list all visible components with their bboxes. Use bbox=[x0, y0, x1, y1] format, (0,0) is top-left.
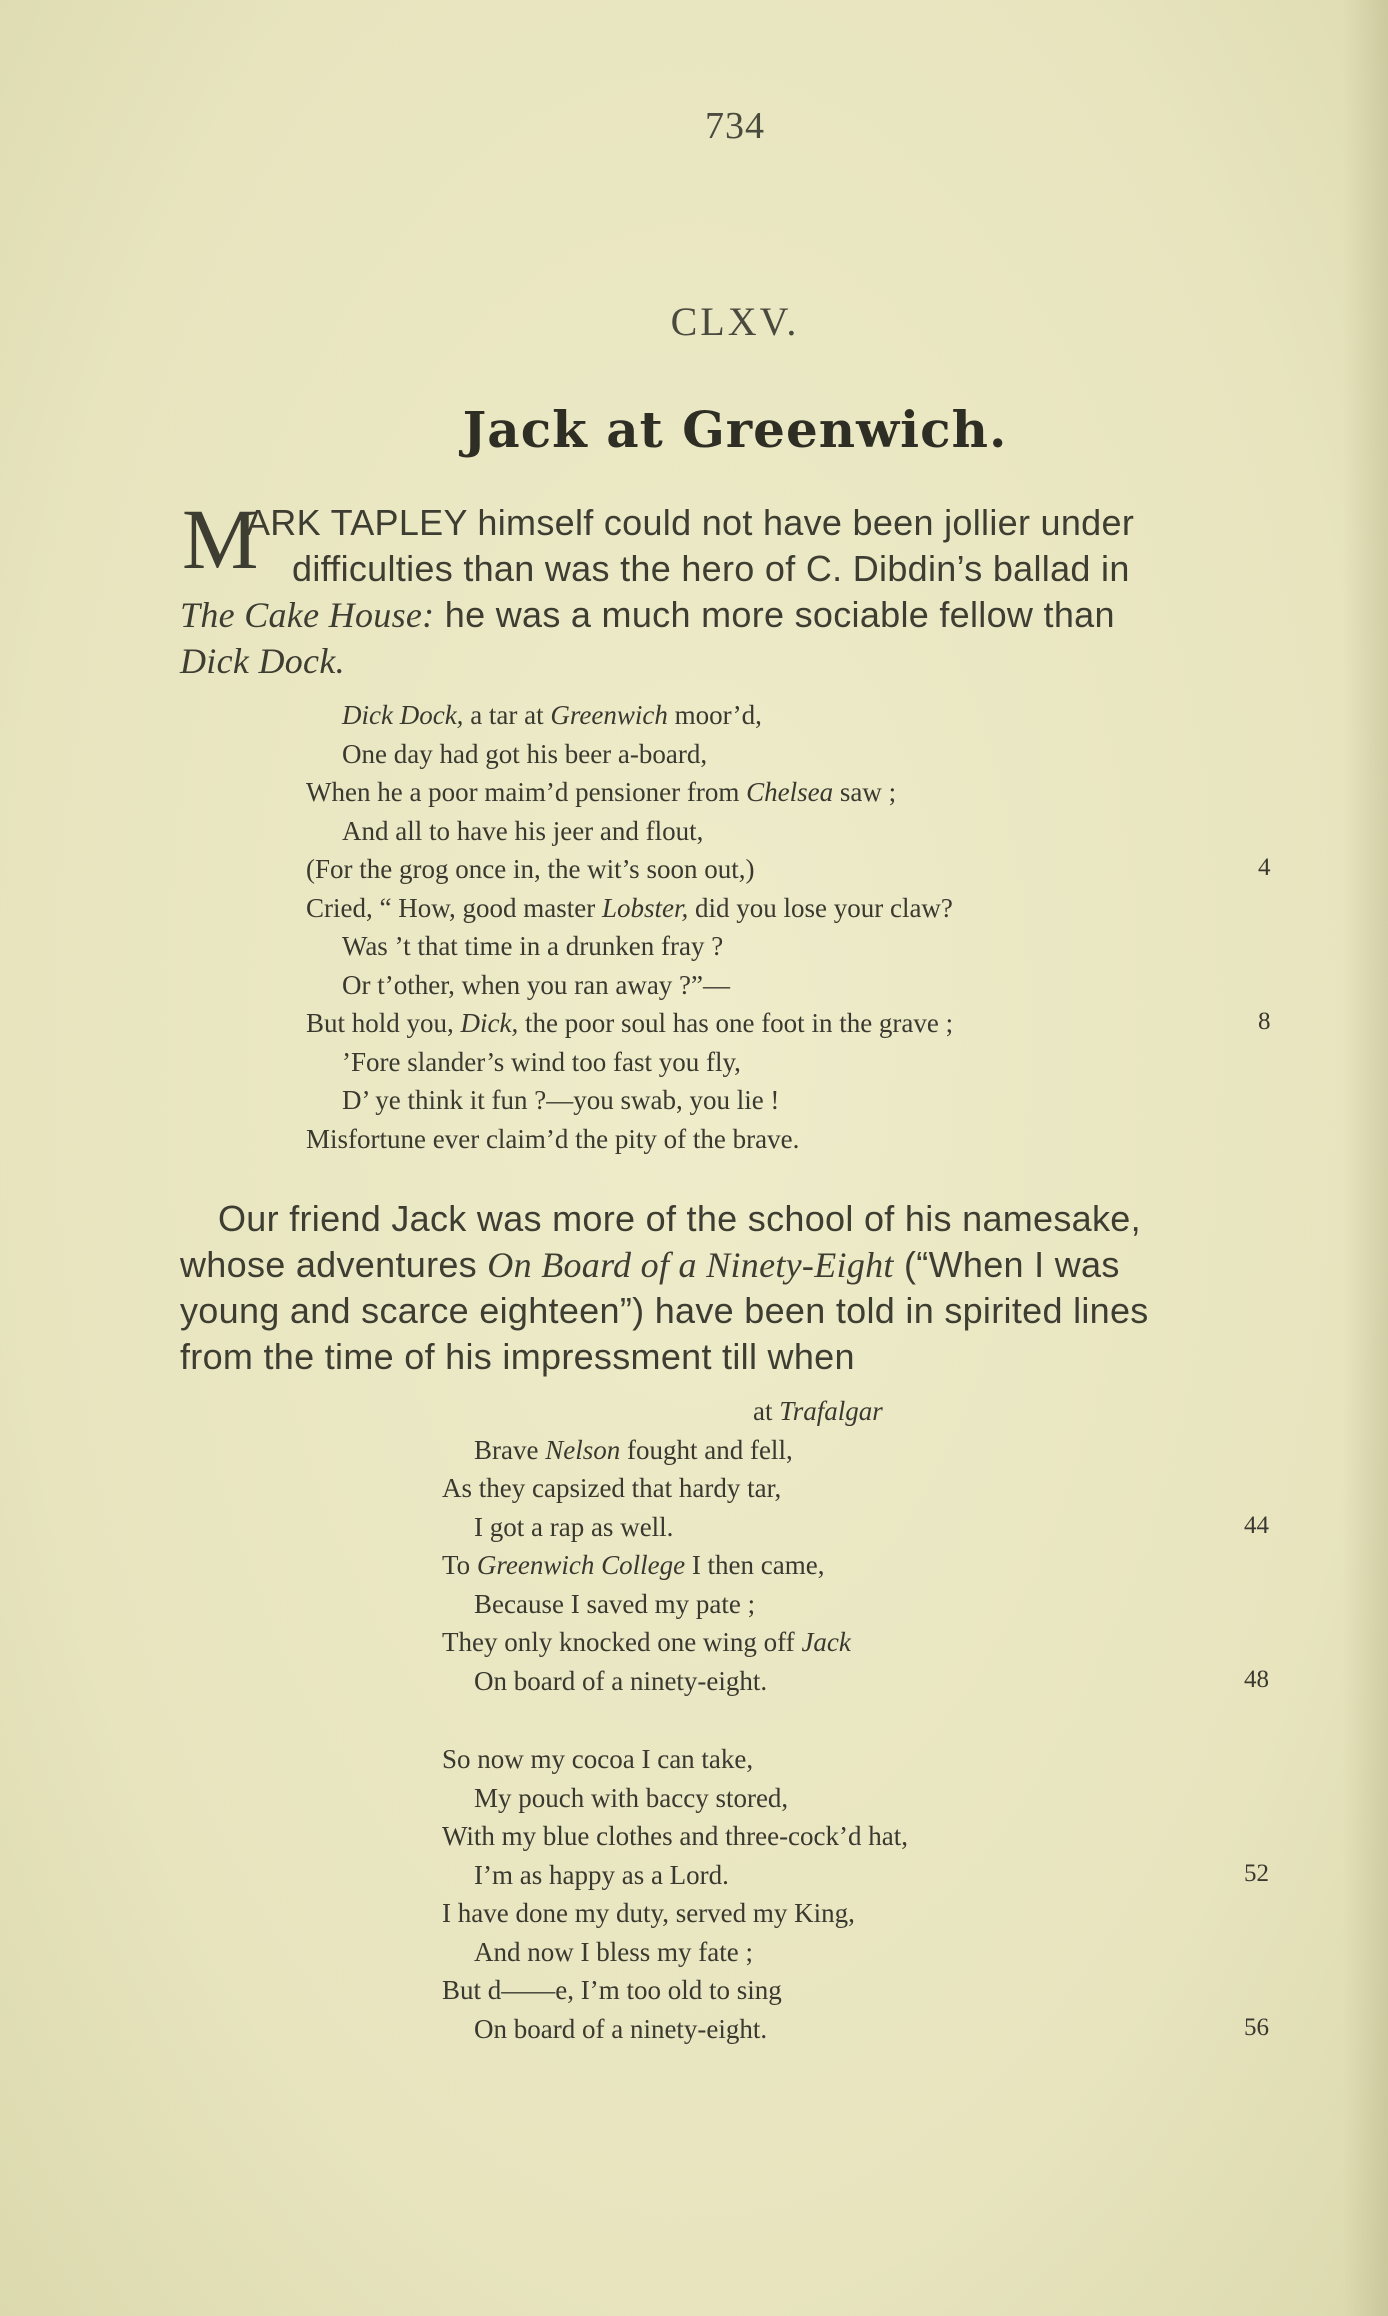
verse-segment: Nelson bbox=[545, 1434, 621, 1465]
verse-segment: ’Fore slander’s wind too fast you fly, bbox=[342, 1046, 741, 1077]
line-number: 48 bbox=[1244, 1665, 1269, 1693]
page-edge-shadow bbox=[1342, 0, 1388, 2316]
page-number: 734 bbox=[705, 105, 765, 147]
para2-line-1: Our friend Jack was more of the school of his namesake, bbox=[218, 1198, 1141, 1239]
verse-segment: the poor soul has one foot in the grave ; bbox=[518, 1008, 954, 1038]
verse-segment: Greenwich College bbox=[476, 1550, 686, 1580]
verse-segment: fought and fell, bbox=[620, 1434, 793, 1465]
verse-segment: Greenwich bbox=[550, 700, 668, 730]
book-title-cake-house: The Cake House: bbox=[180, 595, 435, 635]
para2-line-2-a: whose adventures bbox=[180, 1244, 488, 1285]
verse-line bbox=[306, 777, 896, 808]
verse-line bbox=[342, 816, 703, 847]
verse-line bbox=[442, 1744, 753, 1775]
verse-segment: But hold you, bbox=[306, 1008, 461, 1038]
verse-line bbox=[342, 970, 730, 1001]
intro-line-2: difficulties than was the hero of C. Dibdin’s ballad in bbox=[292, 548, 1130, 589]
verse-segment: On board of a ninety-eight. bbox=[474, 1665, 768, 1696]
verse-segment: I have done my duty, served my King, bbox=[442, 1898, 855, 1928]
line-number: 44 bbox=[1244, 1511, 1269, 1539]
verse-segment: When he a poor maim’d pensioner from bbox=[306, 777, 747, 807]
verse-line bbox=[474, 1783, 788, 1814]
verse-line bbox=[753, 1396, 883, 1427]
name-dick-dock: Dick Dock. bbox=[180, 641, 345, 681]
verse-line bbox=[342, 739, 707, 770]
para2-line-2-b: (“When I was bbox=[893, 1244, 1120, 1285]
verse-line bbox=[474, 1666, 767, 1697]
verse-segment: They only knocked one wing off bbox=[442, 1627, 802, 1657]
verse-line bbox=[442, 1627, 851, 1658]
verse-line bbox=[442, 1473, 781, 1504]
verse-segment: Was ’t that time in a drunken fray ? bbox=[342, 931, 724, 961]
verse-line bbox=[474, 1860, 729, 1891]
para2-line-2 bbox=[180, 1244, 1120, 1286]
verse-segment: My pouch with baccy stored, bbox=[474, 1782, 789, 1813]
verse-segment: I then came, bbox=[685, 1550, 825, 1580]
verse-line bbox=[474, 2014, 767, 2045]
verse-line bbox=[442, 1821, 908, 1852]
verse-segment: Or t’other, when you ran away ?”— bbox=[342, 969, 731, 1000]
verse-segment: a tar at bbox=[463, 700, 551, 730]
verse-segment: D’ ye think it fun ?—you swab, you lie ! bbox=[342, 1085, 780, 1115]
verse-segment: Because I saved my pate ; bbox=[474, 1588, 756, 1619]
verse-segment: Trafalgar bbox=[779, 1396, 883, 1426]
verse-line bbox=[342, 1047, 741, 1078]
verse-line bbox=[342, 700, 762, 731]
verse-segment: at bbox=[753, 1396, 780, 1426]
intro-line-3-text: he was a much more sociable fellow than bbox=[434, 594, 1115, 635]
verse-segment: With my blue clothes and three-cock’d hat, bbox=[442, 1821, 909, 1851]
verse-segment: Dick Dock, bbox=[342, 700, 464, 730]
intro-line-3 bbox=[180, 594, 1115, 636]
verse-segment: I’m as happy as a Lord. bbox=[474, 1859, 729, 1890]
verse-segment: moor’d, bbox=[667, 700, 762, 730]
verse-line bbox=[474, 1512, 673, 1543]
verse-segment: And all to have his jeer and flout, bbox=[342, 815, 704, 846]
para2-line-3: young and scarce eighteen”) have been told in spirited lines bbox=[180, 1290, 1149, 1331]
line-number: 52 bbox=[1244, 1859, 1269, 1887]
verse-segment: As they capsized that hardy tar, bbox=[442, 1473, 782, 1503]
verse-line bbox=[306, 893, 953, 924]
line-number: 56 bbox=[1244, 2013, 1269, 2041]
verse-line bbox=[474, 1589, 755, 1620]
verse-line bbox=[474, 1435, 793, 1466]
verse-line bbox=[306, 854, 754, 885]
verse-segment: Brave bbox=[474, 1434, 546, 1465]
verse-segment: And now I bless my fate ; bbox=[474, 1936, 753, 1967]
verse-segment: One day had got his beer a-board, bbox=[342, 738, 708, 769]
verse-line bbox=[342, 1085, 779, 1116]
verse-segment: On board of a ninety-eight. bbox=[474, 2013, 768, 2044]
verse-segment: Lobster, bbox=[601, 892, 689, 923]
verse-segment: Jack bbox=[801, 1627, 851, 1657]
verse-segment: Chelsea bbox=[746, 777, 834, 807]
verse-line bbox=[306, 1008, 953, 1039]
line-number: 8 bbox=[1258, 1008, 1271, 1035]
verse-line bbox=[474, 1937, 753, 1968]
verse-segment: Cried, “ How, good master bbox=[306, 892, 602, 923]
drop-cap: M bbox=[182, 491, 259, 587]
verse-segment: To bbox=[442, 1550, 477, 1580]
verse-segment: did you lose your claw? bbox=[688, 892, 953, 923]
verse-segment: So now my cocoa I can take, bbox=[442, 1744, 754, 1774]
verse-line bbox=[442, 1898, 855, 1929]
verse-segment: (For the grog once in, the wit’s soon out,) bbox=[306, 854, 755, 884]
ballad-title: On Board of a Ninety-Eight bbox=[487, 1245, 894, 1285]
verse-segment: saw ; bbox=[833, 777, 897, 807]
verse-line bbox=[442, 1550, 825, 1581]
chapter-number: CLXV. bbox=[670, 299, 800, 344]
intro-line-1: ARK TAPLEY himself could not have been jollier under bbox=[246, 502, 1135, 543]
verse-segment: But d——e, I’m too old to sing bbox=[442, 1975, 782, 2005]
intro-line-4 bbox=[180, 640, 345, 682]
verse-segment: Misfortune ever claim’d the pity of the brave. bbox=[306, 1123, 800, 1154]
verse-line bbox=[306, 1124, 799, 1155]
verse-line bbox=[342, 931, 723, 962]
verse-segment: I got a rap as well. bbox=[474, 1511, 674, 1542]
chapter-title: Jack at Greenwich. bbox=[462, 400, 1008, 459]
line-number: 4 bbox=[1258, 854, 1271, 881]
verse-line bbox=[442, 1975, 782, 2006]
para2-line-4: from the time of his impressment till when bbox=[180, 1336, 855, 1377]
verse-segment: Dick, bbox=[460, 1008, 519, 1038]
